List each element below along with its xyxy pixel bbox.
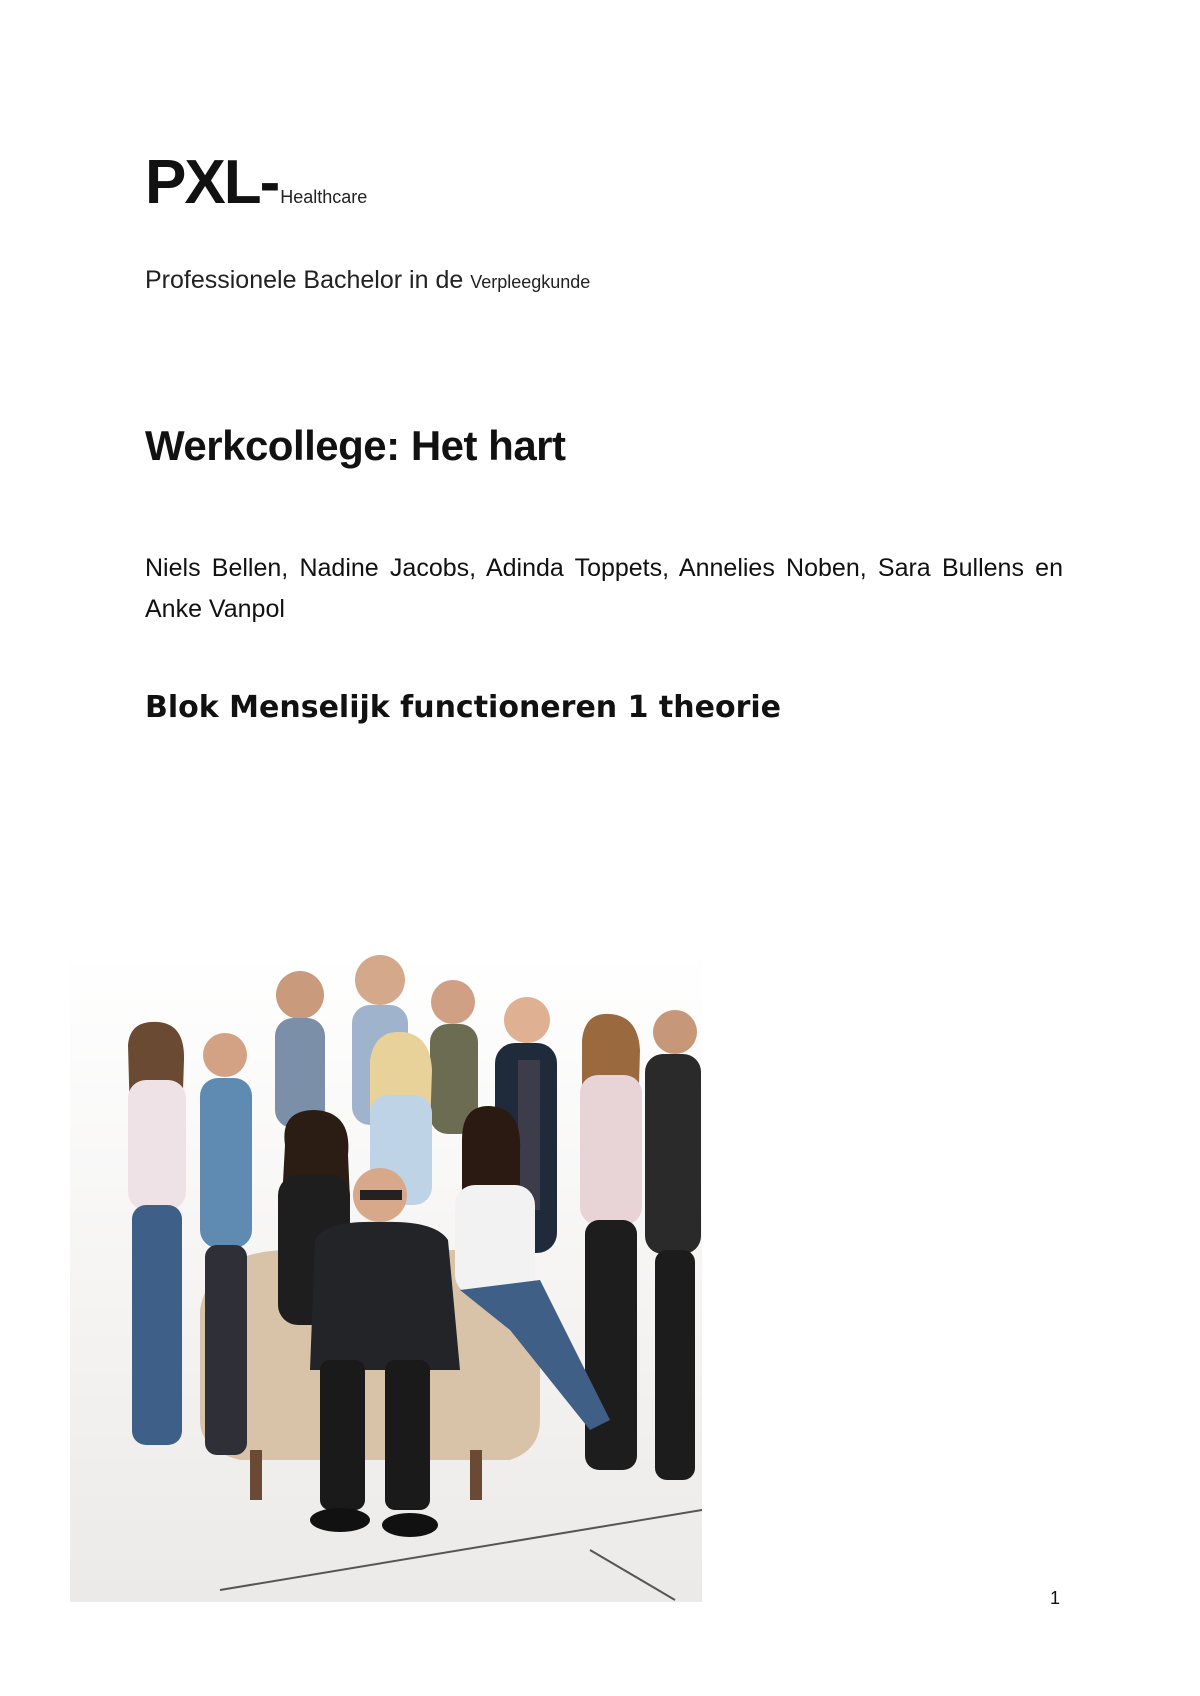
brand-logo xyxy=(145,148,368,217)
program-sub-text: Verpleegkunde xyxy=(470,272,591,292)
block-title: Blok Menselijk functioneren 1 theorie xyxy=(145,690,781,725)
page-number: 1 xyxy=(1050,1588,1061,1608)
brand-name: PXL- xyxy=(145,148,279,217)
group-photo xyxy=(70,950,702,1602)
authors-list: Niels Bellen, Nadine Jacobs, Adinda Toppets, Annelies Noben, Sara Bullens en Anke Vanpol xyxy=(145,554,1063,623)
group-photo-illustration xyxy=(70,950,702,1602)
program-name xyxy=(145,266,590,295)
document-title: Werkcollege: Het hart xyxy=(145,422,566,469)
brand-subtitle: Healthcare xyxy=(280,187,368,207)
program-main-text: Professionele Bachelor in de xyxy=(145,266,464,294)
